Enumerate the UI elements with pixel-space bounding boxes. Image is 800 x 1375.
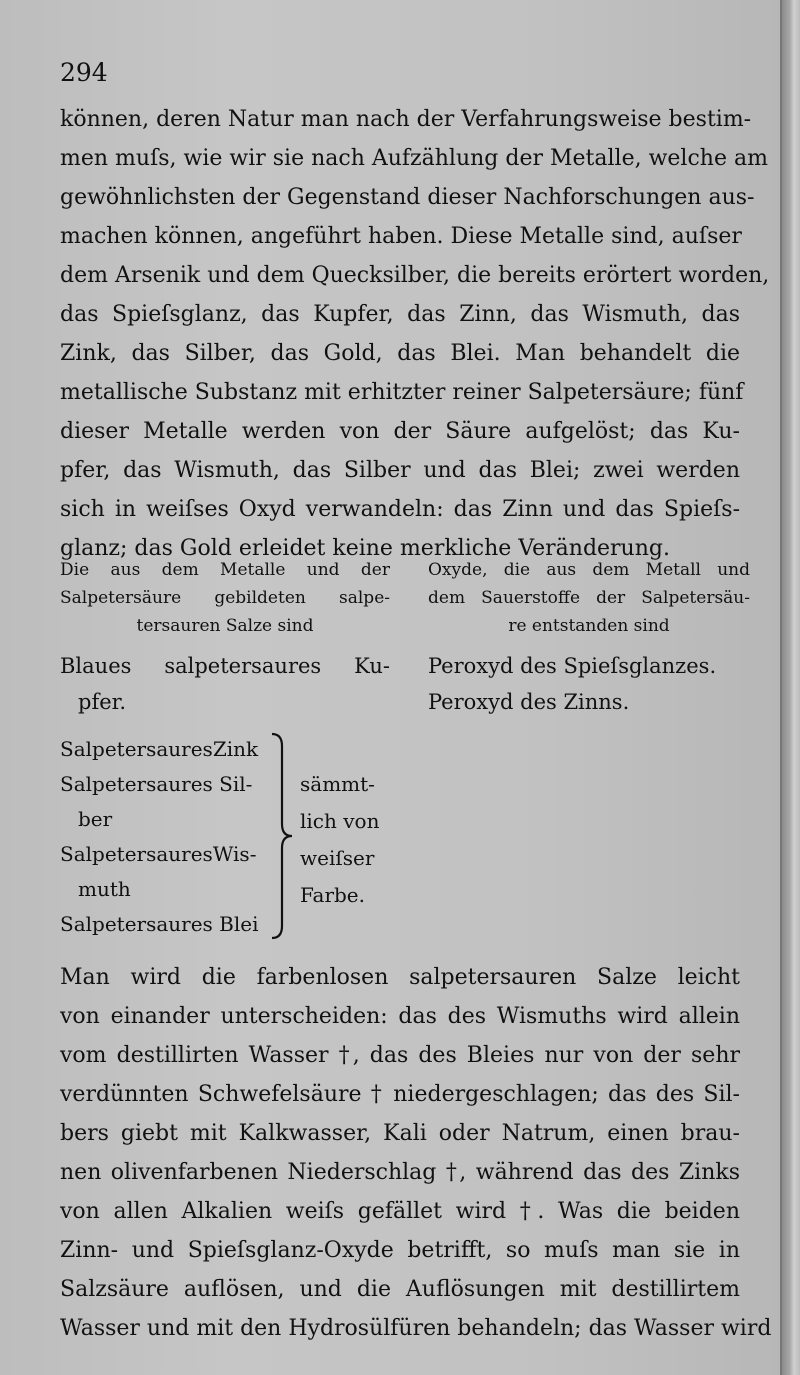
text-line: sich in weiſses Oxyd verwandeln: das Zinn und das Spieſs- [60,497,740,522]
text-line: nen olivenfarbenen Niederschlag †, während das des Zinks [60,1160,740,1185]
text-line: das Spieſsglanz, das Kupfer, das Zinn, das Wismuth, das [60,302,740,327]
brace-label-line: lich von [300,809,380,833]
right-header-line: dem Sauerstoffe der Salpetersäu- [428,588,750,608]
grouped-salt: Salpetersaures Sil- [60,772,253,796]
text-line: men muſs, wie wir sie nach Aufzählung der Metalle, welche am [60,146,768,171]
text-line: können, deren Natur man nach der Verfahrungsweise bestim- [60,107,752,132]
text-line: Zinn- und Spieſsglanz-Oxyde betrifft, so muſs man sie in [60,1238,740,1263]
left-entry: Blaues salpetersaures Ku- [60,654,390,678]
grouped-salts [60,732,270,942]
text-line: Salzsäure auflösen, und die Auflösungen mit destillirtem [60,1277,740,1302]
text-line: pfer, das Wismuth, das Silber und das Blei; zwei werden [60,458,740,483]
left-header-line: Die aus dem Metalle und der [60,560,390,580]
brace-label [300,766,400,914]
paragraph-1 [60,100,770,568]
right-header-line: Oxyde, die aus dem Metall und [428,560,750,580]
grouped-salt: ber [78,807,113,831]
brace-label-line: weiſser [300,846,375,870]
left-column [60,556,390,720]
right-column [428,556,750,720]
left-header-line: tersauren Salze sind [136,616,314,636]
text-line: von einander unterscheiden: das des Wismuths wird allein [60,1004,740,1029]
curly-brace-icon [268,732,298,940]
text-line: machen können, angeführt haben. Diese Metalle sind, auſser [60,224,742,249]
left-entry: pfer. [78,690,127,714]
comparison-table [60,556,750,946]
left-header-line: Salpetersäure gebildeten salpe- [60,588,390,608]
text-line: von allen Alkalien weiſs gefället wird †. Was die beiden [60,1199,740,1224]
paragraph-2 [60,958,772,1348]
text-line: verdünnten Schwefelsäure † niedergeschlagen; das des Sil- [60,1082,740,1107]
text-line: dem Arsenik und dem Quecksilber, die bereits erörtert worden, [60,263,770,288]
brace-label-line: Farbe. [300,883,365,907]
text-line: gewöhnlichsten der Gegenstand dieser Nachforschungen aus- [60,185,755,210]
right-header-line: re entstanden sind [508,616,670,636]
text-line: Man wird die farbenlosen salpetersauren Salze leicht [60,965,740,990]
grouped-salt: Salpetersaures Blei [60,912,259,936]
text-line: bers giebt mit Kalkwasser, Kali oder Natrum, einen brau- [60,1121,740,1146]
text-line: dieser Metalle werden von der Säure aufgelöst; das Ku- [60,419,740,444]
page-number: 294 [60,58,108,87]
text-line: Zink, das Silber, das Gold, das Blei. Man behandelt die [60,341,740,366]
page-edge [780,0,800,1375]
grouped-salt: SalpetersauresZink [60,737,259,761]
text-line: Wasser und mit den Hydrosülfüren behandeln; das Wasser wird [60,1316,772,1341]
right-entry: Peroxyd des Zinns. [428,690,630,714]
text-line: vom destillirten Wasser †, das des Bleies nur von der sehr [60,1043,740,1068]
grouped-salt: muth [78,877,131,901]
right-entry: Peroxyd des Spieſsglanzes. [428,654,717,678]
grouped-salt: SalpetersauresWis- [60,842,257,866]
text-line: glanz; das Gold erleidet keine merkliche Veränderung. [60,536,670,561]
brace-label-line: sämmt- [300,772,375,796]
text-line: metallische Substanz mit erhitzter reiner Salpetersäure; fünf [60,380,744,405]
